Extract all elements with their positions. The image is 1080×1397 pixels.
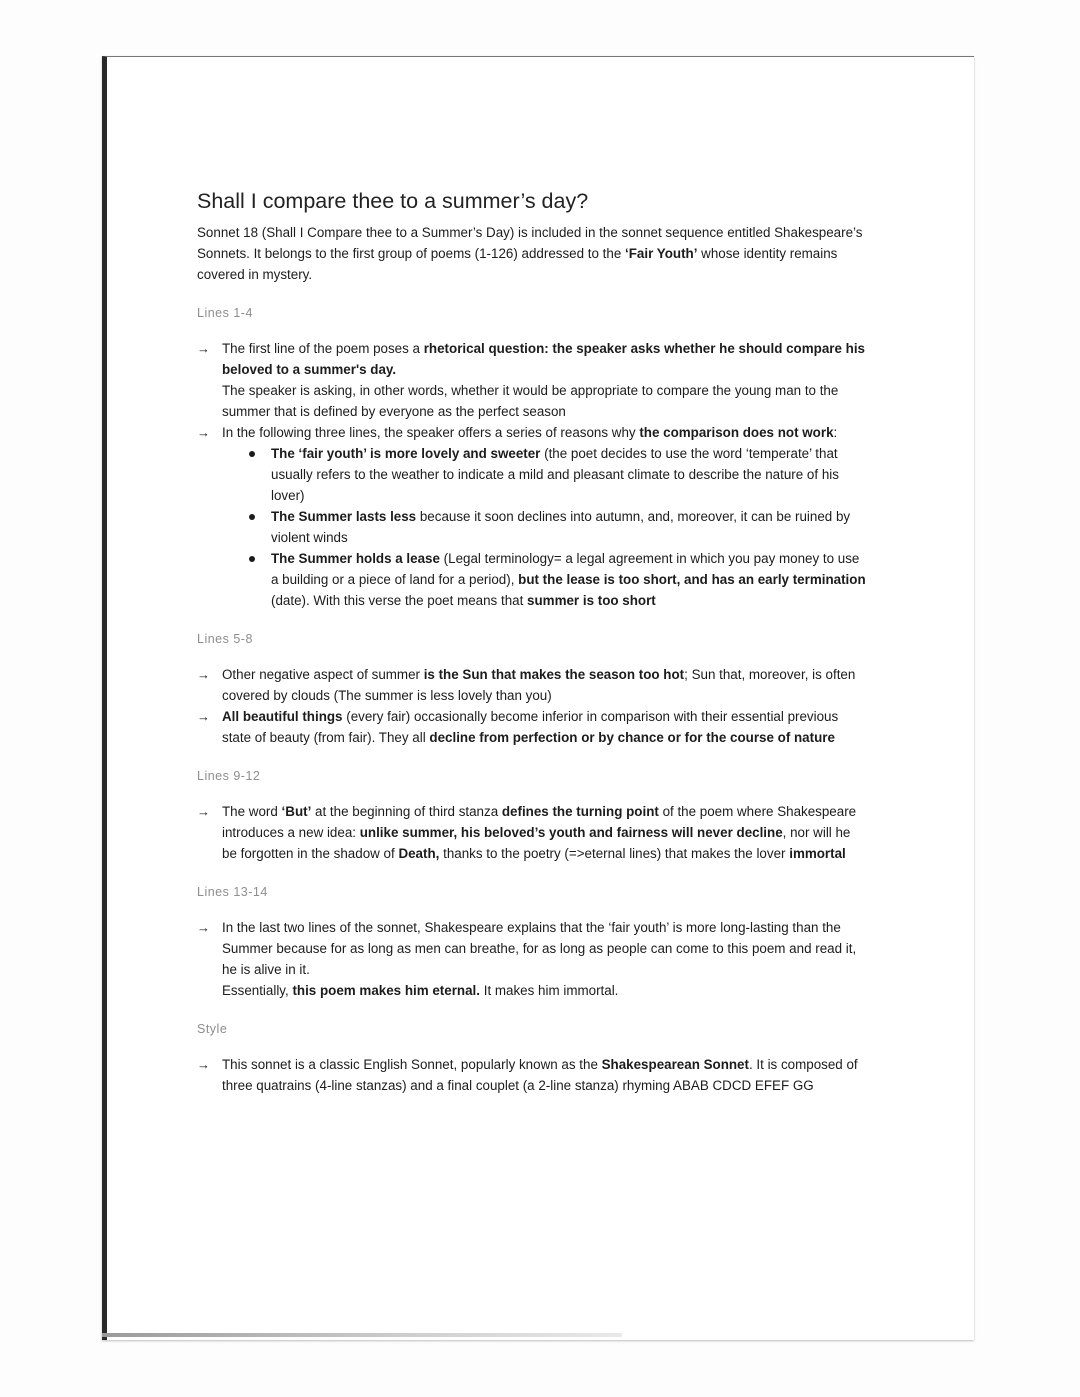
bold-text: Death, [398,846,440,861]
section-label: Lines 9-12 [197,769,261,783]
text-run: : [833,425,838,440]
document-title: Shall I compare thee to a summer’s day? [197,189,589,213]
arrow-icon: → [197,341,210,356]
bold-text: the comparison does not work [639,425,834,440]
text-run: Sonnet 18 (Shall I Compare thee to a Summer’s Day) is included in the sonnet sequence entitled Shakespeare’s Sonnets. It belongs to the first group of poems (1-126) addressed to the [197,225,863,261]
intro-paragraph [197,222,867,285]
item-extra-text [222,380,867,422]
text-run: (the poet decides to use the word ‘temperate’ that usually refers to the weather to indicate a mild and pleasant climate to describe the nature of his lover) [271,446,839,503]
arrow-list-item [197,706,867,748]
arrow-icon: → [197,667,210,682]
arrow-icon: → [197,425,210,440]
bold-text: unlike summer, his beloved’s youth and fairness will never decline [359,825,783,840]
arrow-list-item [197,422,867,443]
section-label: Lines 1-4 [197,306,253,320]
bold-text: this poem makes him eternal. [292,983,480,998]
text-run: because it soon declines into autumn, and, moreover, it can be ruined by violent winds [271,509,851,545]
bold-text: ‘Fair Youth’ [625,246,698,261]
bullet-item [247,506,867,548]
arrow-list-item [197,338,867,422]
item-text [222,917,867,980]
text-run: This sonnet is a classic English Sonnet, popularly known as the [222,1057,602,1072]
text-run: (date). With this verse the poet means that [271,593,528,608]
bold-text: All beautiful things [222,709,343,724]
bullet-dot-icon [249,556,255,562]
bullet-item [247,548,867,611]
text-run: The speaker is asking, in other words, whether it would be appropriate to compare the young man to the summer that is defined by everyone as the perfect season [222,383,839,419]
item-extra-text [222,980,867,1001]
bold-text: The ‘fair youth’ is more lovely and sweeter [271,446,541,461]
bold-text: but the lease is too short, and has an early termination [518,572,866,587]
text-run: of the poem where Shakespeare introduces a new idea: [222,804,857,840]
section-label: Lines 13-14 [197,885,268,899]
text-run: thanks to the poetry (=>eternal lines) that makes the lover [439,846,790,861]
bold-text: is the Sun that makes the season too hot [423,667,685,682]
text-run: In the following three lines, the speaker offers a series of reasons why [222,425,640,440]
text-run: The first line of the poem poses a [222,341,424,356]
bullet-list [197,443,867,611]
arrow-icon: → [197,804,210,819]
text-run: Essentially, [222,983,293,998]
text-run: at the beginning of third stanza [311,804,502,819]
section-label: Style [197,1022,228,1036]
item-text [222,706,867,748]
arrow-icon: → [197,1057,210,1072]
bold-text: defines the turning point [501,804,659,819]
text-run: (Legal terminology= a legal agreement in which you pay money to use a building or a piece of land for a period), [271,551,860,587]
bullet-item [247,443,867,506]
bold-text: summer is too short [527,593,656,608]
text-run: ; Sun that, moreover, is often covered by clouds (The summer is less lovely than you) [222,667,856,703]
sheet-bottom-edge [102,1333,622,1337]
document-body [197,186,867,1096]
item-text [222,422,867,443]
bullet-dot-icon [249,451,255,457]
arrow-list-item [197,917,867,1001]
section-label: Lines 5-8 [197,632,253,646]
item-text [222,1054,867,1096]
bold-text: Shakespearean Sonnet [601,1057,749,1072]
bold-text: ‘But’ [281,804,312,819]
item-text [222,338,867,380]
item-text [222,664,867,706]
arrow-list-item [197,664,867,706]
bold-text: The Summer lasts less [271,509,417,524]
arrow-list-item [197,801,867,864]
text-run: (every fair) occasionally become inferior in comparison with their essential previous state of beauty (from fair). They all [222,709,839,745]
text-run: In the last two lines of the sonnet, Shakespeare explains that the ‘fair youth’ is more long-lasting than the Summer because for as long as men can breathe, for as long as people can come to this poem and read it, he is alive in it. [222,920,857,977]
text-run: It makes him immortal. [480,983,619,998]
bold-text: rhetorical question: the speaker asks whether he should compare his beloved to a summer's day. [222,341,865,377]
bold-text: immortal [789,846,846,861]
sections-container [197,303,867,1096]
bold-text: The Summer holds a lease [271,551,440,566]
arrow-icon: → [197,709,210,724]
bold-text: decline from perfection or by chance or for the course of nature [429,730,835,745]
text-run: , nor will he be forgotten in the shadow of [222,825,851,861]
text-run: The word [222,804,282,819]
text-run: whose identity remains covered in mystery. [197,246,838,282]
text-run: Other negative aspect of summer [222,667,424,682]
arrow-icon: → [197,920,210,935]
bullet-dot-icon [249,514,255,520]
item-text [222,801,867,864]
arrow-list-item [197,1054,867,1096]
text-run: . It is composed of three quatrains (4-line stanzas) and a final couplet (a 2-line stanza) rhyming ABAB CDCD EFEF GG [222,1057,858,1093]
